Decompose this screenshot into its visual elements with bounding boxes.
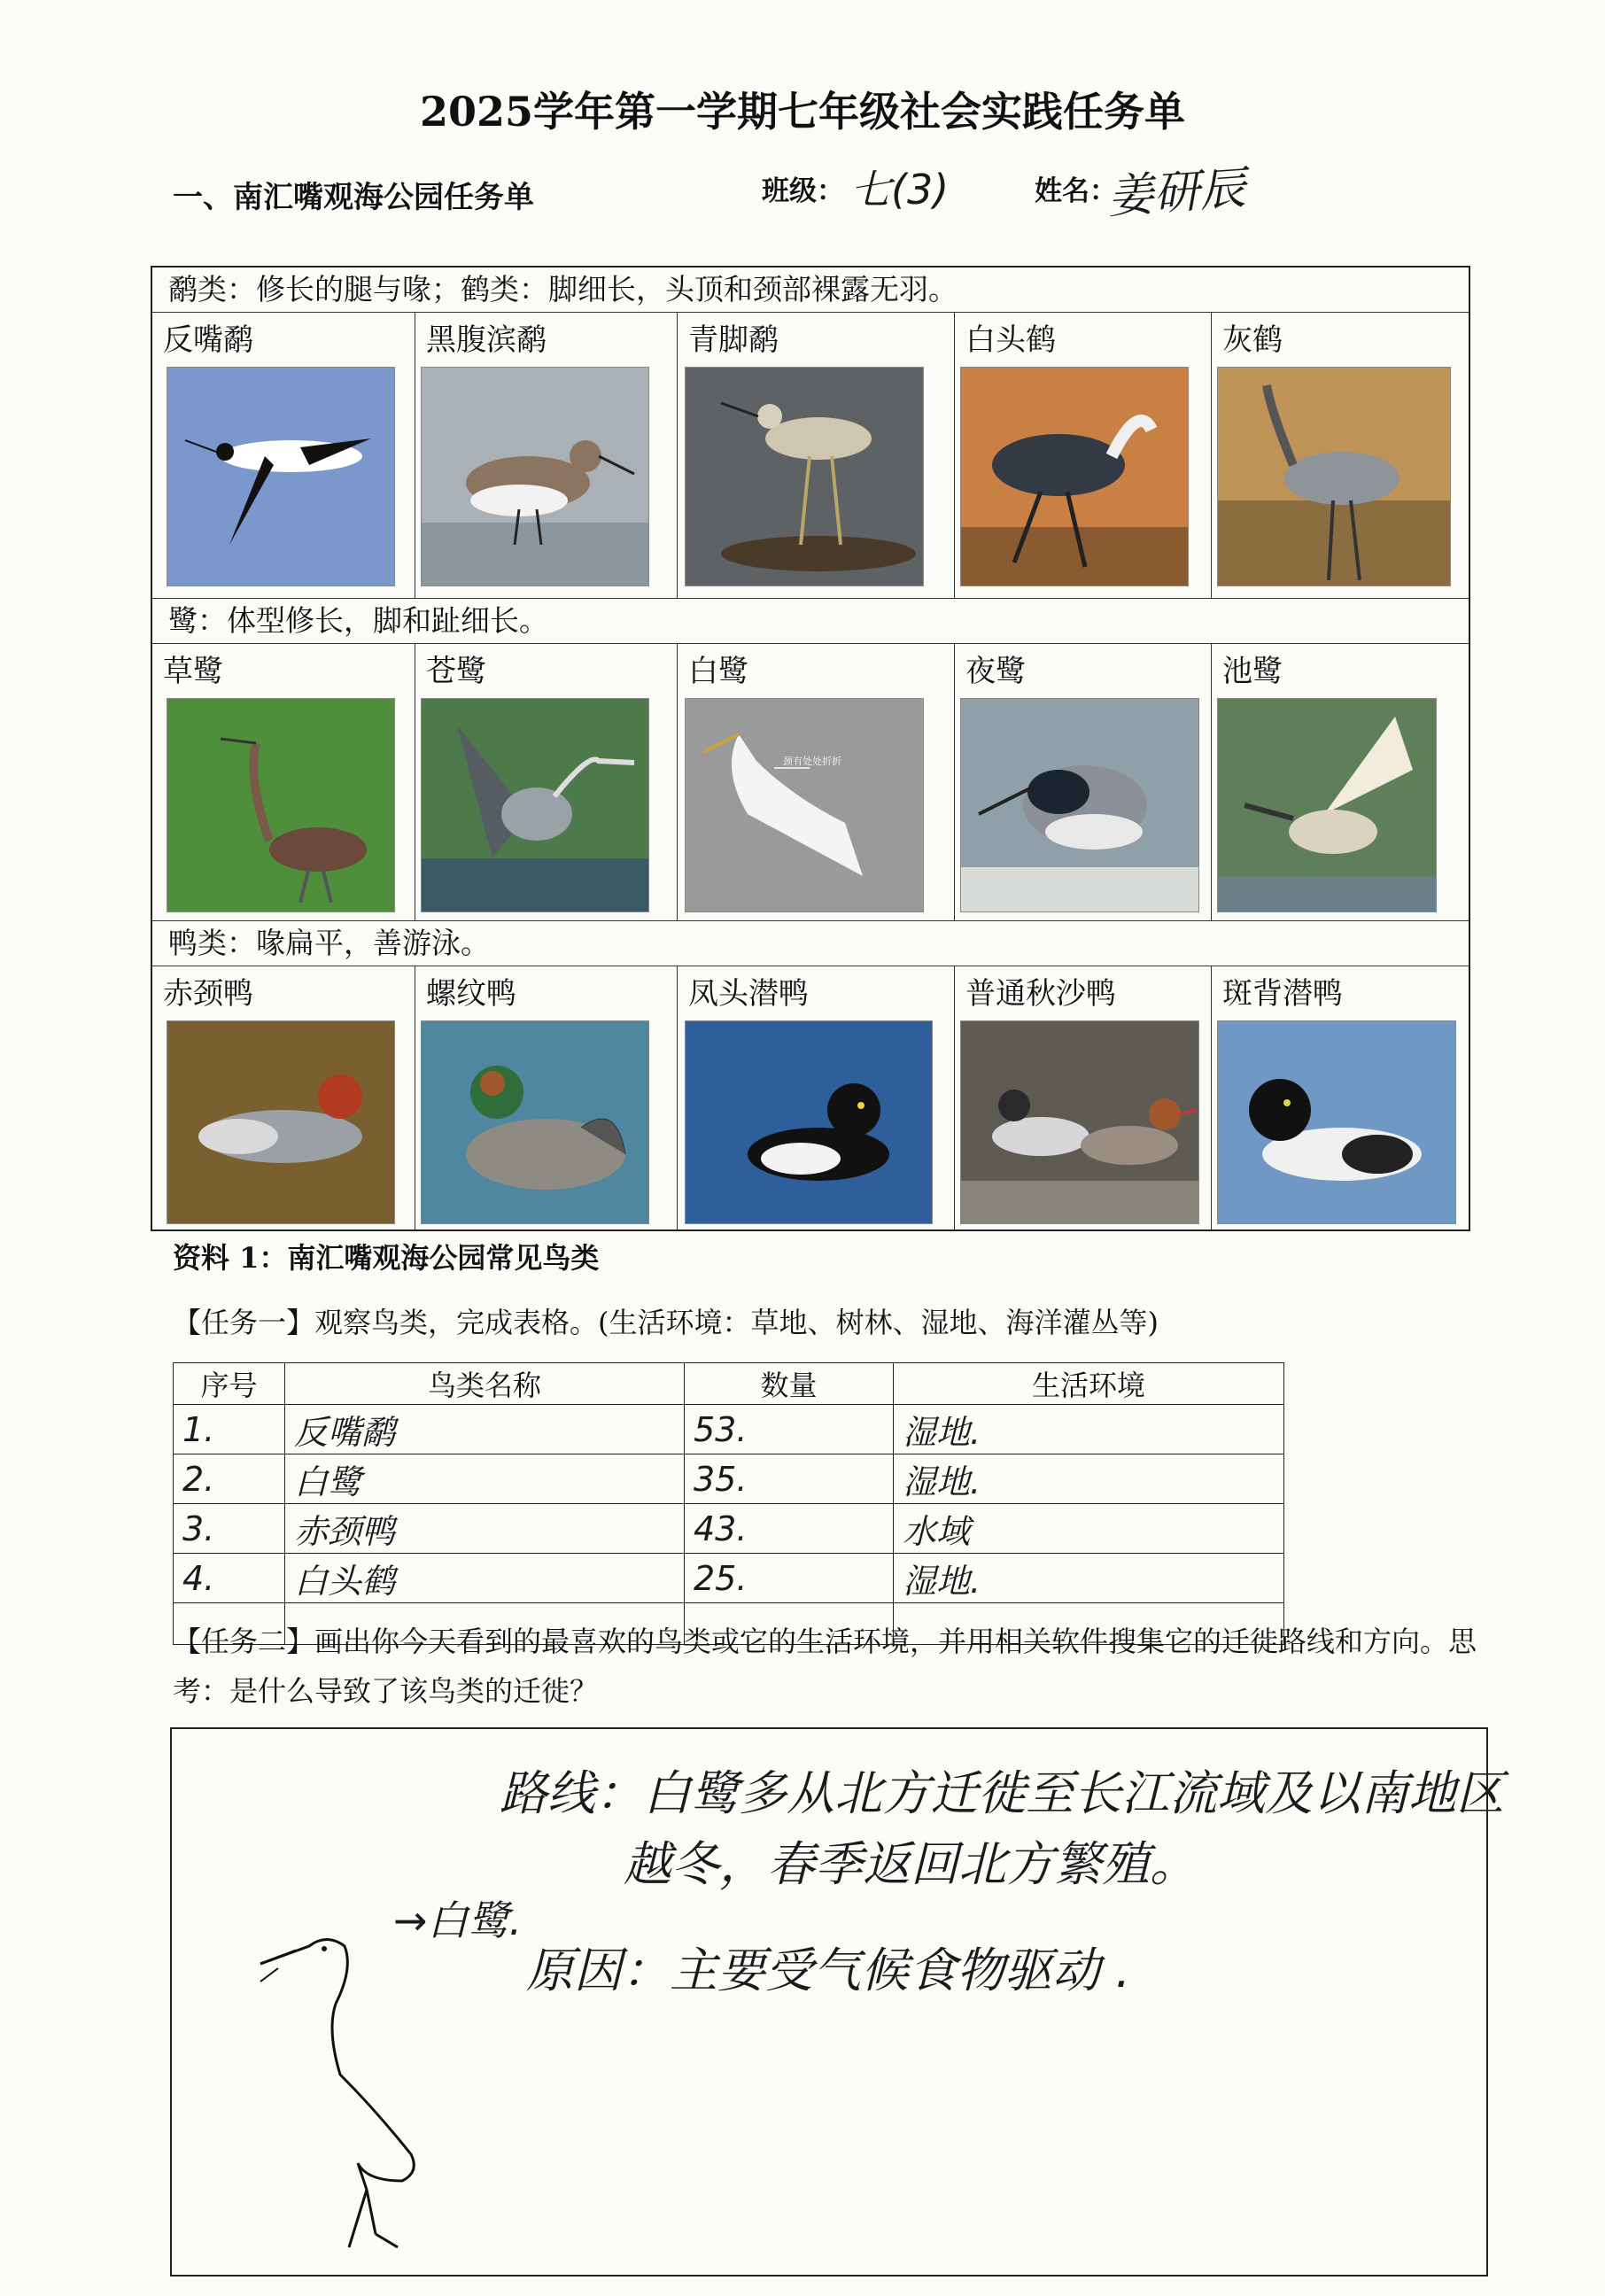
group-description: 鹬类：修长的腿与喙；鹤类：脚细长，头顶和颈部裸露无羽。 (152, 268, 1366, 313)
bird-card (678, 643, 955, 920)
bird-card (1212, 966, 1469, 1229)
bird-name: 凤头潜鸭 (688, 976, 809, 1012)
bird-card (955, 312, 1212, 598)
table-cell[interactable]: 湿地. (894, 1454, 1284, 1504)
table-cell[interactable]: 白鹭 (285, 1454, 685, 1504)
name-label: 姓名： (1035, 175, 1117, 207)
bird-card (152, 312, 415, 598)
table-cell[interactable]: 白头鹤 (285, 1554, 685, 1603)
bird-name: 普通秋沙鸭 (965, 976, 1116, 1012)
table-cell[interactable]: 25. (685, 1554, 894, 1603)
table-cell[interactable]: 水域 (894, 1504, 1284, 1554)
bird-card (152, 643, 415, 920)
table-cell[interactable]: 湿地. (894, 1554, 1284, 1603)
route-line-1: 路线：白鹭多从北方迁徙至长江流域及以南地区 (500, 1765, 1504, 1821)
bird-card (1212, 643, 1469, 920)
worksheet-title: 2025学年第一学期七年级社会实践任务单 (419, 88, 1186, 136)
table-header: 生活环境 (894, 1363, 1284, 1405)
route-line-2: 越冬，春季返回北方繁殖。 (624, 1836, 1198, 1892)
bird-card (678, 312, 955, 598)
table-header: 数量 (685, 1363, 894, 1405)
egret-drawing (243, 1897, 473, 2269)
table-cell[interactable]: 湿地. (894, 1405, 1284, 1454)
task1-prompt: 【任务一】观察鸟类，完成表格。(生活环境：草地、树林、湿地、海洋灌丛等) (173, 1306, 1159, 1339)
bird-name: 草鹭 (163, 654, 223, 689)
photo-annotation: 颈有处处折折 (783, 756, 841, 767)
table-row (174, 1454, 1284, 1504)
table-cell[interactable]: 赤颈鸭 (285, 1504, 685, 1554)
egret-photo (685, 698, 924, 912)
bird-name: 苍鹭 (426, 654, 486, 689)
source-caption: 资料 1：南汇嘴观海公园常见鸟类 (173, 1241, 600, 1275)
bird-name: 池鹭 (1222, 654, 1283, 689)
bird-name: 赤颈鸭 (163, 976, 253, 1012)
pond-heron-photo (1217, 698, 1437, 912)
scaup-photo (1217, 1020, 1456, 1224)
table-cell[interactable]: 4. (174, 1554, 285, 1603)
class-value: 七(3) (850, 166, 950, 213)
purple-heron-photo (167, 698, 395, 912)
bird-card (415, 312, 678, 598)
table-row (174, 1405, 1284, 1454)
drawing-label: →白鹭. (393, 1897, 523, 1944)
bird-card (1212, 312, 1469, 598)
bird-card (678, 966, 955, 1229)
table-cell[interactable]: 53. (685, 1405, 894, 1454)
table-cell[interactable]: 35. (685, 1454, 894, 1504)
hooded-crane-photo (960, 367, 1189, 586)
observation-table (173, 1362, 1284, 1645)
bird-card (415, 966, 678, 1229)
bird-card (955, 643, 1212, 920)
bird-name: 青脚鹬 (688, 322, 779, 358)
table-cell[interactable]: 反嘴鹬 (285, 1405, 685, 1454)
bird-name: 白头鹤 (965, 322, 1056, 358)
table-header: 序号 (174, 1363, 285, 1405)
greenshank-photo (685, 367, 924, 586)
table-row (174, 1504, 1284, 1554)
bird-name: 夜鹭 (965, 654, 1026, 689)
falcated-duck-photo (421, 1020, 649, 1224)
tufted-duck-photo (685, 1020, 933, 1224)
table-cell[interactable]: 2. (174, 1454, 285, 1504)
wigeon-photo (167, 1020, 395, 1224)
night-heron-photo (960, 698, 1199, 912)
merganser-photo (960, 1020, 1199, 1224)
table-cell[interactable]: 43. (685, 1504, 894, 1554)
task2-prompt: 【任务二】画出你今天看到的最喜欢的鸟类或它的生活环境，并用相关软件搜集它的迁徙路线和方向。思考：是什么导致了该鸟类的迁徙？ (173, 1625, 1477, 1708)
bird-name: 黑腹滨鹬 (426, 322, 547, 358)
avocet-photo (167, 367, 395, 586)
bird-name: 灰鹤 (1222, 322, 1283, 358)
table-cell[interactable]: 3. (174, 1504, 285, 1554)
group-description: 鹭：体型修长，脚和趾细长。 (152, 599, 1366, 644)
bird-card (955, 966, 1212, 1229)
group-description: 鸭类：喙扁平，善游泳。 (152, 921, 1366, 966)
class-label: 班级： (762, 175, 844, 207)
bird-card (415, 643, 678, 920)
name-value: 姜研辰 (1105, 161, 1248, 225)
common-crane-photo (1217, 367, 1451, 586)
dunlin-photo (421, 367, 649, 586)
reason-line: 原因：主要受气候食物驱动 . (526, 1943, 1131, 1998)
bird-reference-grid (151, 266, 1470, 1231)
bird-card (152, 966, 415, 1229)
bird-name: 斑背潜鸭 (1222, 976, 1343, 1012)
grey-heron-photo (421, 698, 649, 912)
section-title: 一、南汇嘴观海公园任务单 (173, 180, 534, 215)
table-cell[interactable]: 1. (174, 1405, 285, 1454)
bird-name: 反嘴鹬 (163, 322, 253, 358)
bird-name: 螺纹鸭 (426, 976, 516, 1012)
drawing-area[interactable] (170, 1727, 1504, 2277)
bird-name: 白鹭 (688, 654, 748, 689)
table-row (174, 1554, 1284, 1603)
table-header: 鸟类名称 (285, 1363, 685, 1405)
